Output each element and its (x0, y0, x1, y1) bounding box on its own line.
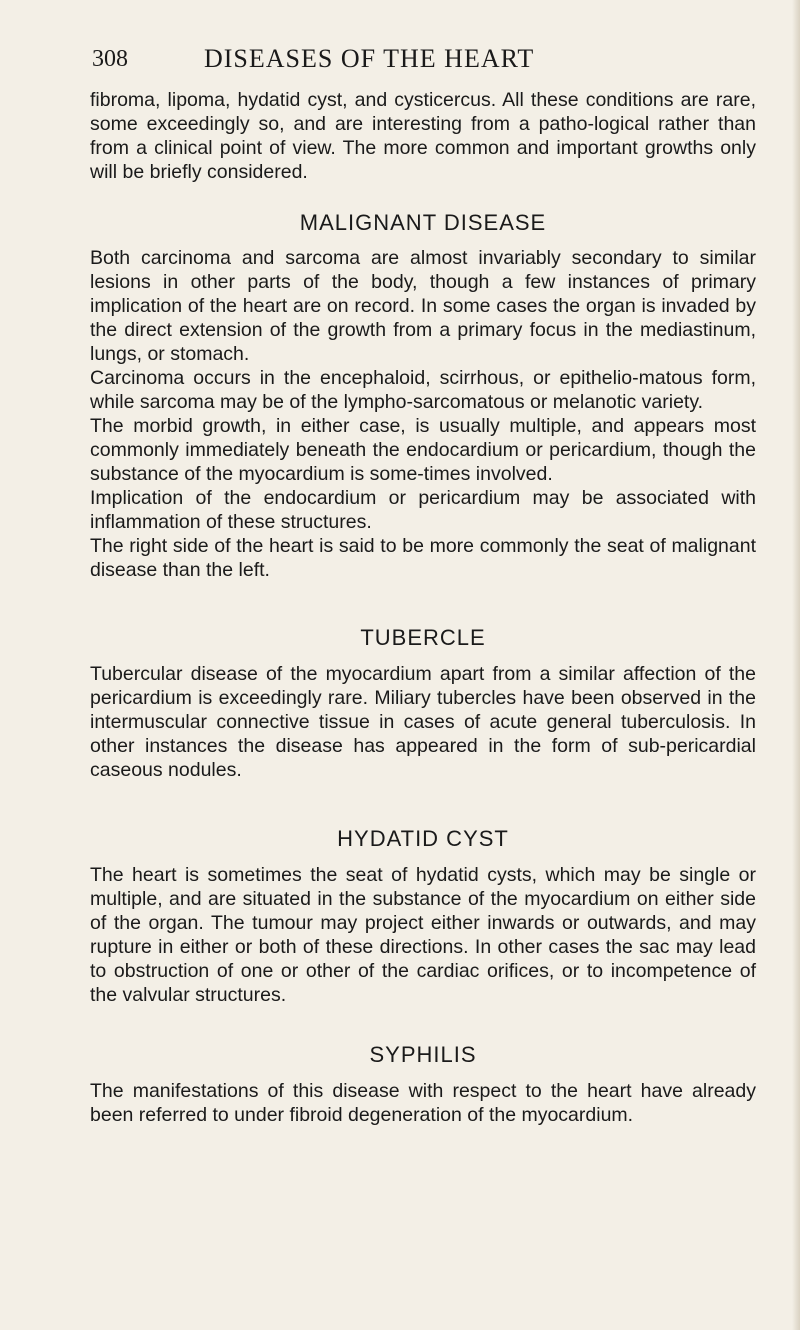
intro-paragraph: fibroma, lipoma, hydatid cyst, and cysticercus. All these conditions are rare, some exceedingly so, and are interesting from a patho-logical rather than from a clinical point of view. The more common and important growths only will be briefly considered. (90, 89, 756, 183)
heading-syphilis: SYPHILIS (369, 1042, 477, 1067)
malignant-paragraph-5: The right side of the heart is said to be more commonly the seat of malignant disease than the left. (90, 535, 756, 581)
malignant-paragraph-2: Carcinoma occurs in the encephaloid, scirrhous, or epithelio-matous form, while sarcoma may be of the lympho-sarcomatous or melanotic variety. (90, 367, 756, 413)
running-head (90, 40, 756, 88)
heading-malignant-disease: MALIGNANT DISEASE (299, 210, 547, 235)
tubercle-paragraph: Tubercular disease of the myocardium apart from a similar affection of the pericardium is exceedingly rare. Miliary tubercles have been observed in the intermuscular connective tissue in cases of acute general tuberculosis. In other instances the disease has appeared in the form of sub-pericardial caseous nodules. (90, 663, 756, 781)
book-page (90, 40, 756, 1127)
malignant-paragraph-3: The morbid growth, in either case, is usually multiple, and appears most commonly immediately beneath the endocardium or pericardium, though the substance of the myocardium is some-times involved. (90, 415, 756, 485)
heading-tubercle: TUBERCLE (360, 625, 486, 650)
page-number: 308 (92, 46, 128, 72)
heading-hydatid-cyst: HYDATID CYST (337, 826, 509, 851)
malignant-paragraph-4: Implication of the endocardium or pericardium may be associated with inflammation of these structures. (90, 487, 756, 533)
hydatid-paragraph: The heart is sometimes the seat of hydatid cysts, which may be single or multiple, and are situated in the substance of the myocardium on either side of the organ. The tumour may project either inwards or outwards, and may rupture in either or both of these directions. In other cases the sac may lead to obstruction of one or other of the cardiac orifices, or to incompetence of the valvular structures. (90, 864, 756, 1006)
page-edge-shadow (792, 0, 800, 1330)
running-title: DISEASES OF THE HEART (204, 44, 535, 73)
malignant-paragraph-1: Both carcinoma and sarcoma are almost invariably secondary to similar lesions in other parts of the body, though a few instances of primary implication of the heart are on record. In some cases the organ is invaded by the direct extension of the growth from a primary focus in the mediastinum, lungs, or stomach. (90, 247, 756, 365)
syphilis-paragraph: The manifestations of this disease with respect to the heart have already been referred to under fibroid degeneration of the myocardium. (90, 1080, 756, 1126)
